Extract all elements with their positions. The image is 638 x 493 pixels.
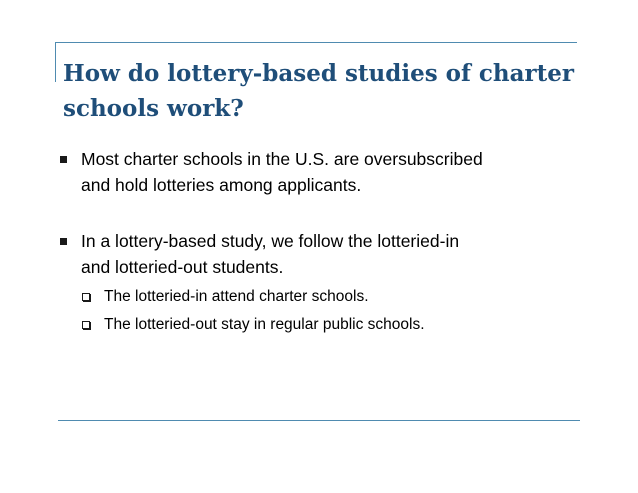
bottom-rule (58, 420, 580, 421)
title-left-rule (55, 42, 56, 82)
sub-bullet-2: The lotteried-out stay in regular public schools. (104, 316, 425, 333)
sub-bullet-1: The lotteried-in attend charter schools. (104, 288, 369, 305)
bullet-square-icon (60, 238, 67, 245)
bullet-2 (81, 228, 581, 280)
sub-bullet-box-icon (82, 321, 90, 329)
bullet-2-line-2: and lotteried-out students. (81, 257, 284, 277)
title-top-rule (55, 42, 577, 43)
bullet-1-line-1: Most charter schools in the U.S. are oversubscribed (81, 149, 483, 169)
sub-bullet-box-icon (82, 293, 90, 301)
bullet-2-line-1: In a lottery-based study, we follow the lotteried-in (81, 231, 460, 251)
slide-title: How do lottery-based studies of charter schools work? (63, 60, 575, 122)
bullet-1 (81, 146, 581, 198)
bullet-1-line-2: and hold lotteries among applicants. (81, 175, 362, 195)
bullet-square-icon (60, 156, 67, 163)
